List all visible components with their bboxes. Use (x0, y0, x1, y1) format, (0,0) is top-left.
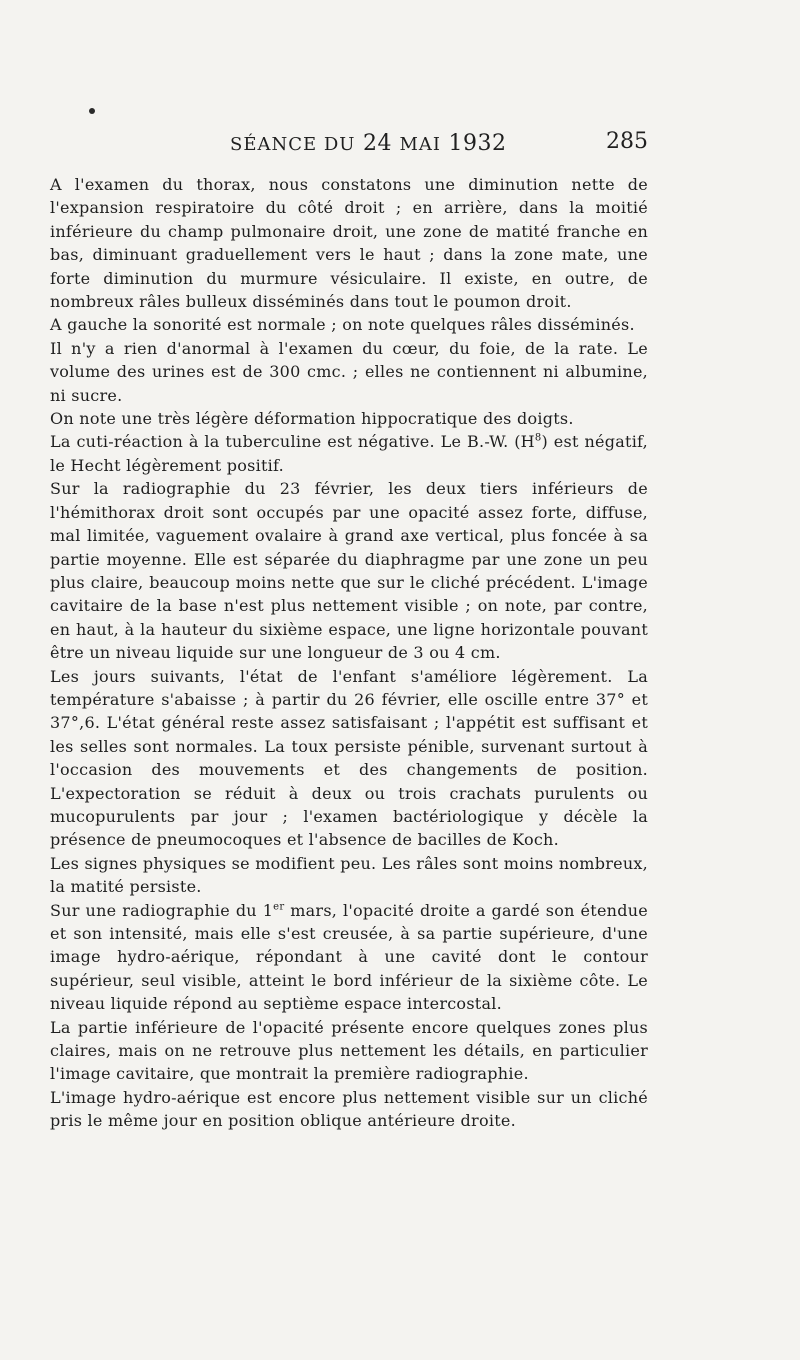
title-prefix: SÉANCE DU (230, 134, 356, 155)
paragraph-cuti-reaction (50, 430, 648, 477)
paragraph-following-days: Les jours suivants, l'état de l'enfant s'améliore légèrement. La température s'abaisse ; à partir du 26 février, elle oscille entre 37° et 37°,6. L'état général reste assez satisfaisant ; l'appétit est suffisant et les selles sont normales. La toux persiste pénible, survenant surtout à l'occasion des mouvements et des changements de position. L'expectoration se réduit à deux ou trois crachats purulents ou mucopurulents par jour ; l'examen bactériologique y décèle la présence de pneumocoques et l'absence de bacilles de Koch. (50, 666, 648, 850)
paragraph-lower-opacity: La partie inférieure de l'opacité présente encore quelques zones plus claires, mais on ne retrouve plus nettement les détails, en particulier l'image cavitaire, que montrait la première radiographie. (50, 1017, 648, 1084)
paragraph-thorax-exam: A l'examen du thorax, nous constatons une diminution nette de l'expansion respiratoire du côté droit ; en arrière, dans la moitié inférieure du champ pulmonaire droit, une zone de matité franche en bas, diminuant graduellement vers le haut ; dans la zone mate, une forte diminution du murmure vésiculaire. Il existe, en outre, de nombreux râles bulleux disséminés dans tout le poumon droit. (50, 175, 648, 312)
page-number: 285 (606, 129, 648, 154)
radio-text-after: mars, l'opacité droite a gardé son étendue et son intensité, mais elle s'est creusée, à sa partie supérieure, d'une image hydro-aérique, répondant à une cavité dont le contour supérieur, seul visible, atteint le bord inférieur de la sixième côte. Le niveau liquide répond au septième espace intercostal. (50, 900, 648, 1014)
cuti-superscript: 8 (534, 433, 542, 445)
paragraph-organs: Il n'y a rien d'anormal à l'examen du cœur, du foie, de la rate. Le volume des urines est de 300 cmc. ; elles ne contiennent ni albumine, ni sucre. (50, 338, 648, 405)
cuti-text-after: ) est négatif, le Hecht légèrement positif. (50, 432, 648, 475)
ink-speck (89, 108, 95, 114)
paragraph-radiography-march (50, 899, 648, 1016)
article-body (50, 173, 648, 1133)
title-year: 1932 (448, 131, 507, 156)
paragraph-physical-signs: Les signes physiques se modifient peu. Les râles sont moins nombreux, la matité persiste. (50, 853, 648, 897)
paragraph-left-side: A gauche la sonorité est normale ; on note quelques râles disséminés. (50, 315, 635, 335)
paragraph-radiography-february: Sur la radiographie du 23 février, les deux tiers inférieurs de l'hémithorax droit sont occupés par une opacité assez forte, diffuse, mal limitée, vaguement ovalaire à grand axe vertical, plus foncée à sa partie moyenne. Elle est séparée du diaphragme par une zone un peu plus claire, beaucoup moins nette que sur le cliché précédent. L'image cavitaire de la base n'est plus nettement visible ; on note, par contre, en haut, à la hauteur du sixième espace, une ligne horizontale pouvant être un niveau liquide sur une longueur de 3 ou 4 cm. (50, 479, 648, 663)
session-title (230, 131, 507, 156)
running-header (50, 129, 648, 161)
title-day: 24 (362, 131, 392, 156)
cuti-text-before: La cuti-réaction à la tuberculine est négative. Le B.-W. (H (50, 432, 535, 452)
title-month: MAI (399, 134, 442, 155)
radio-text-before: Sur une radiographie du 1 (50, 900, 274, 920)
paragraph-hydro-aeric: L'image hydro-aérique est encore plus nettement visible sur un cliché pris le même jour en position oblique antérieure droite. (50, 1087, 648, 1131)
paragraph-fingers: On note une très légère déformation hippocratique des doigts. (50, 409, 574, 429)
radio-superscript: er (273, 901, 285, 913)
